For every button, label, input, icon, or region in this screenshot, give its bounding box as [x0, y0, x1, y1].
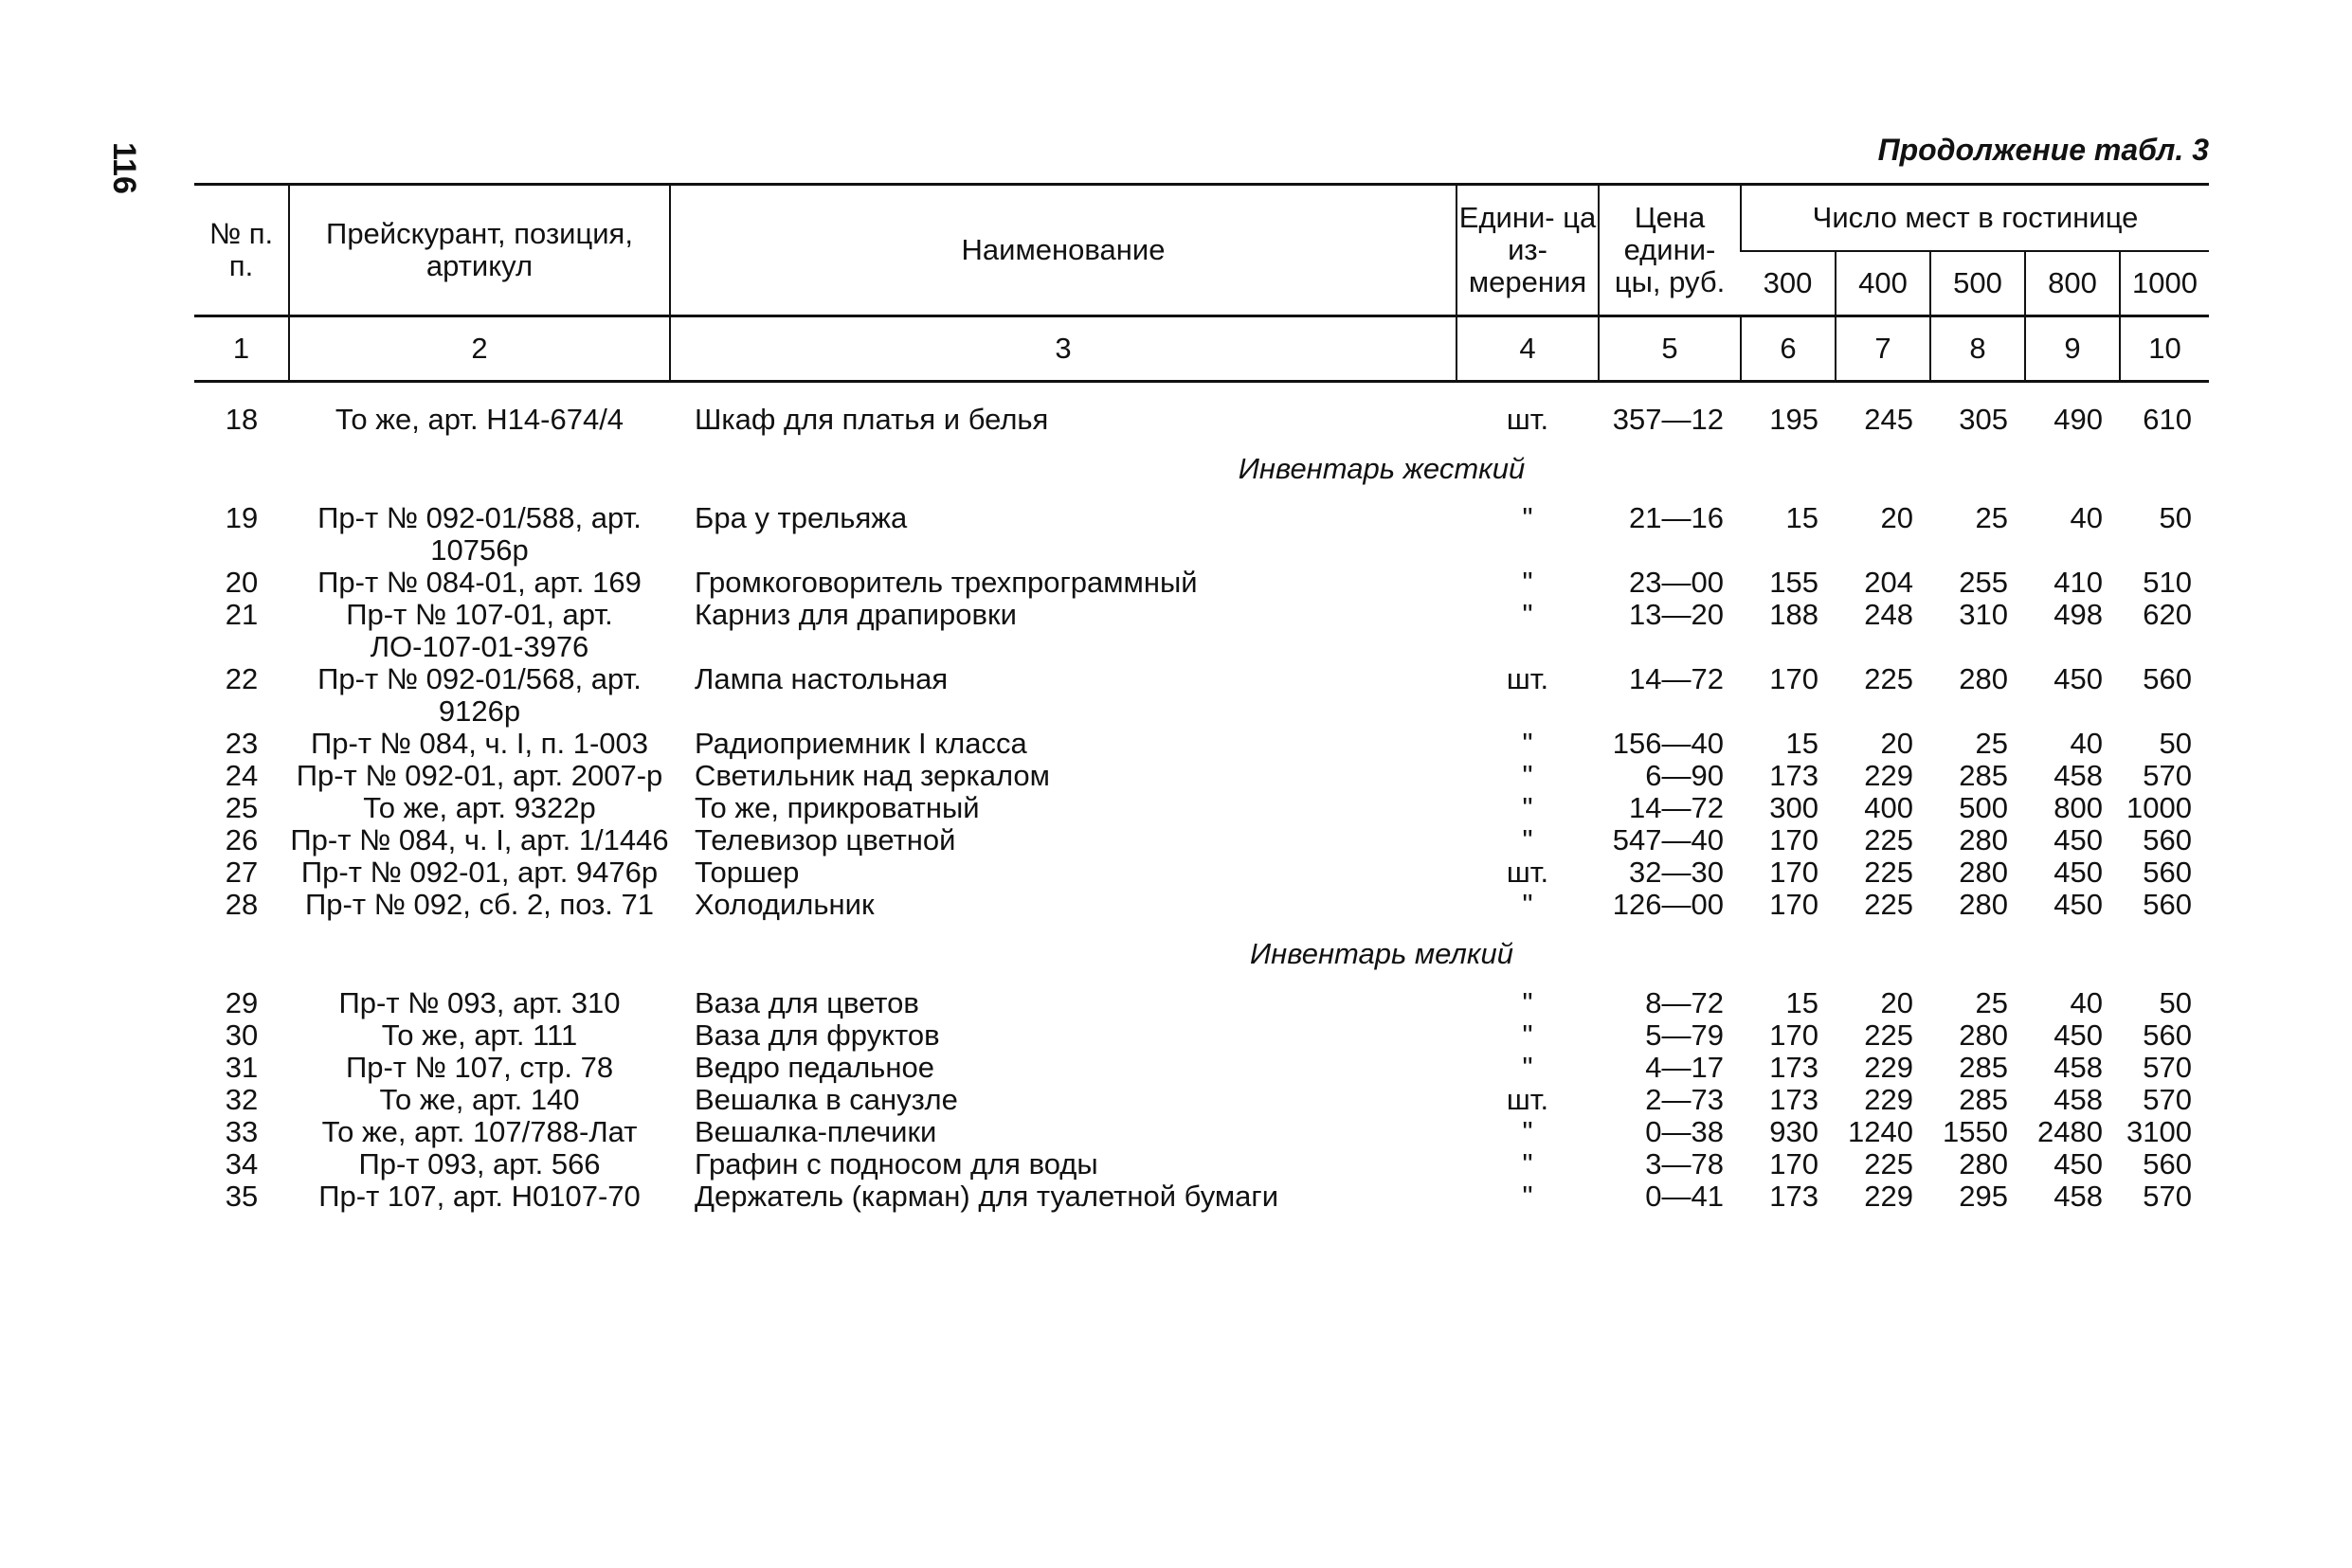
cell-qty-400: 245 — [1864, 403, 1913, 436]
cell-number: 31 — [225, 1051, 259, 1084]
column-number: 4 — [1456, 316, 1599, 382]
cell-qty-400: 229 — [1864, 1051, 1913, 1084]
cell-qty-400: 229 — [1864, 1180, 1913, 1213]
table-row — [194, 760, 2209, 792]
cell-number: 20 — [225, 566, 259, 599]
cell-qty-500: 285 — [1959, 1083, 2008, 1116]
table-row — [194, 404, 2209, 436]
column-number: 5 — [1599, 316, 1741, 382]
cell-qty-300: 173 — [1769, 759, 1818, 792]
cell-name: Ваза для фруктов — [695, 1018, 940, 1052]
cell-unit: " — [1522, 566, 1533, 599]
cell-unit: " — [1522, 823, 1533, 856]
cell-qty-300: 15 — [1785, 986, 1818, 1019]
cell-qty-800: 40 — [2070, 727, 2103, 760]
cell-number: 19 — [225, 501, 259, 534]
cell-price: 0—38 — [1645, 1115, 1724, 1148]
table-header — [194, 185, 2209, 382]
cell-qty-400: 225 — [1864, 823, 1913, 856]
column-number: 7 — [1836, 316, 1930, 382]
table-body-small-inventory — [194, 987, 2209, 1213]
cell-qty-300: 188 — [1769, 598, 1818, 631]
cell-qty-400: 229 — [1864, 1083, 1913, 1116]
cell-price-list: То же, арт. 140 — [379, 1083, 580, 1116]
cell-unit: " — [1522, 1051, 1533, 1084]
cell-price: 32—30 — [1629, 856, 1724, 889]
cell-qty-500: 295 — [1959, 1180, 2008, 1213]
table-row — [194, 987, 2209, 1019]
cell-qty-800: 2480 — [2037, 1115, 2103, 1148]
cell-price: 3—78 — [1645, 1147, 1724, 1181]
cell-qty-400: 20 — [1880, 986, 1913, 1019]
cell-qty-400: 225 — [1864, 1147, 1913, 1181]
cell-qty-500: 285 — [1959, 759, 2008, 792]
cell-qty-400: 204 — [1864, 566, 1913, 599]
cell-unit: " — [1522, 1018, 1533, 1052]
cell-number: 26 — [225, 823, 259, 856]
column-number: 10 — [2120, 316, 2209, 382]
cell-number: 21 — [225, 598, 259, 631]
cell-name: Бра у трельяжа — [695, 501, 908, 534]
cell-number: 33 — [225, 1115, 259, 1148]
cell-number: 18 — [225, 403, 259, 436]
cell-qty-1000: 50 — [2159, 986, 2192, 1019]
cell-qty-300: 930 — [1769, 1115, 1818, 1148]
table-row — [194, 1052, 2209, 1084]
cell-price-list: Пр-т № 092-01, арт. 9476р — [300, 856, 659, 889]
table-row — [194, 567, 2209, 599]
header-places-group: Число мест в гостинице — [1741, 185, 2209, 252]
cell-qty-500: 310 — [1959, 598, 2008, 631]
cell-price-list: То же, арт. 111 — [381, 1018, 578, 1052]
cell-qty-800: 458 — [2053, 1083, 2103, 1116]
cell-unit: " — [1522, 727, 1533, 760]
header-price-list: Прейскурант, позиция, артикул — [289, 185, 670, 316]
cell-qty-800: 498 — [2053, 598, 2103, 631]
page-number: 116 — [106, 142, 142, 194]
cell-qty-400: 229 — [1864, 759, 1913, 792]
cell-qty-500: 305 — [1959, 403, 2008, 436]
table-row — [194, 856, 2209, 889]
column-number: 8 — [1930, 316, 2025, 382]
cell-qty-1000: 510 — [2143, 566, 2192, 599]
section-heading-group — [194, 921, 2209, 987]
cell-qty-300: 300 — [1769, 791, 1818, 824]
section-heading — [194, 436, 2209, 502]
cell-price-list: Пр-т № 092-01, арт. 2007-р — [296, 759, 663, 792]
cell-unit: " — [1522, 1147, 1533, 1181]
header-name: Наименование — [670, 185, 1456, 316]
cell-number: 24 — [225, 759, 259, 792]
cell-qty-400: 225 — [1864, 856, 1913, 889]
cell-qty-500: 285 — [1959, 1051, 2008, 1084]
cell-name: Ваза для цветов — [695, 986, 919, 1019]
cell-qty-300: 170 — [1769, 856, 1818, 889]
table-row — [194, 599, 2209, 663]
cell-unit: " — [1522, 759, 1533, 792]
cell-unit: шт. — [1506, 403, 1549, 436]
cell-price: 0—41 — [1645, 1180, 1724, 1213]
cell-name: Холодильник — [695, 888, 875, 921]
table-row — [194, 663, 2209, 728]
cell-number: 23 — [225, 727, 259, 760]
cell-name: Радиоприемник I класса — [695, 727, 1027, 760]
cell-number: 29 — [225, 986, 259, 1019]
cell-number: 25 — [225, 791, 259, 824]
cell-qty-1000: 570 — [2143, 1083, 2192, 1116]
cell-price: 21—16 — [1629, 501, 1724, 534]
cell-number: 32 — [225, 1083, 259, 1116]
cell-qty-300: 173 — [1769, 1083, 1818, 1116]
cell-qty-800: 490 — [2053, 403, 2103, 436]
cell-unit: " — [1522, 986, 1533, 1019]
cell-qty-800: 410 — [2053, 566, 2103, 599]
section-heading — [194, 921, 2209, 987]
section-title: Инвентарь жесткий — [1238, 452, 1526, 485]
cell-price: 8—72 — [1645, 986, 1724, 1019]
cell-qty-800: 450 — [2053, 856, 2103, 889]
cell-qty-300: 170 — [1769, 1147, 1818, 1181]
table-row — [194, 889, 2209, 921]
cell-name: То же, прикроватный — [695, 791, 980, 824]
cell-price: 156—40 — [1612, 727, 1724, 760]
cell-unit: шт. — [1506, 856, 1549, 889]
cell-number: 27 — [225, 856, 259, 889]
cell-qty-800: 450 — [2053, 823, 2103, 856]
inventory-table — [194, 183, 2209, 1213]
table-body — [194, 382, 2209, 503]
cell-price: 14—72 — [1629, 662, 1724, 695]
cell-unit: " — [1522, 1180, 1533, 1213]
cell-price-list: То же, арт. Н14-674/4 — [335, 403, 624, 436]
cell-price-list: Пр-т № 093, арт. 310 — [338, 986, 621, 1019]
cell-qty-1000: 610 — [2143, 403, 2192, 436]
cell-unit: " — [1522, 791, 1533, 824]
cell-qty-300: 170 — [1769, 888, 1818, 921]
column-number: 1 — [194, 316, 289, 382]
column-number: 2 — [289, 316, 670, 382]
column-number: 6 — [1741, 316, 1836, 382]
table-row — [194, 502, 2209, 567]
cell-qty-400: 400 — [1864, 791, 1913, 824]
cell-qty-1000: 3100 — [2126, 1115, 2192, 1148]
cell-qty-1000: 560 — [2143, 1018, 2192, 1052]
table-row — [194, 1019, 2209, 1052]
cell-qty-300: 170 — [1769, 1018, 1818, 1052]
column-numbers-row — [194, 316, 2209, 382]
cell-name: Лампа настольная — [695, 662, 949, 695]
cell-name: Графин с подносом для воды — [695, 1147, 1098, 1181]
cell-qty-1000: 560 — [2143, 856, 2192, 889]
cell-qty-500: 280 — [1959, 1147, 2008, 1181]
header-number: № п. п. — [194, 185, 289, 316]
cell-qty-400: 20 — [1880, 501, 1913, 534]
table-row — [194, 728, 2209, 760]
cell-unit: " — [1522, 598, 1533, 631]
cell-number: 35 — [225, 1180, 259, 1213]
cell-qty-1000: 570 — [2143, 759, 2192, 792]
cell-price-list: Пр-т № 084, ч. I, п. 1-003 — [311, 727, 648, 760]
cell-qty-500: 280 — [1959, 662, 2008, 695]
cell-qty-500: 500 — [1959, 791, 2008, 824]
cell-qty-500: 280 — [1959, 856, 2008, 889]
cell-name: Светильник над зеркалом — [695, 759, 1050, 792]
cell-qty-400: 225 — [1864, 1018, 1913, 1052]
table-caption: Продолжение табл. 3 — [1877, 133, 2209, 167]
cell-qty-300: 173 — [1769, 1051, 1818, 1084]
table-row — [194, 792, 2209, 824]
header-unit: Едини- ца из- мерения — [1456, 185, 1599, 316]
cell-qty-400: 225 — [1864, 888, 1913, 921]
cell-qty-1000: 560 — [2143, 662, 2192, 695]
cell-price: 126—00 — [1612, 888, 1724, 921]
cell-unit: " — [1522, 501, 1533, 534]
cell-price: 6—90 — [1645, 759, 1724, 792]
cell-name: Вешалка-плечики — [695, 1115, 937, 1148]
cell-price-list: Пр-т № 084, ч. I, арт. 1/1446 — [290, 823, 669, 856]
cell-qty-800: 450 — [2053, 662, 2103, 695]
cell-qty-500: 280 — [1959, 823, 2008, 856]
cell-qty-800: 458 — [2053, 1051, 2103, 1084]
cell-qty-300: 170 — [1769, 662, 1818, 695]
header-places-800: 800 — [2025, 251, 2120, 316]
cell-price: 23—00 — [1629, 566, 1724, 599]
cell-name: Шкаф для платья и белья — [695, 403, 1049, 436]
cell-qty-800: 450 — [2053, 888, 2103, 921]
cell-qty-1000: 560 — [2143, 823, 2192, 856]
cell-unit: шт. — [1506, 662, 1549, 695]
cell-qty-1000: 620 — [2143, 598, 2192, 631]
cell-qty-1000: 560 — [2143, 888, 2192, 921]
cell-number: 34 — [225, 1147, 259, 1181]
cell-price-list: Пр-т № 107-01, арт. ЛО-107-01-3976 — [346, 598, 613, 663]
header-price: Цена едини- цы, руб. — [1599, 185, 1741, 316]
cell-qty-400: 1240 — [1848, 1115, 1913, 1148]
cell-qty-300: 15 — [1785, 727, 1818, 760]
cell-qty-800: 450 — [2053, 1147, 2103, 1181]
cell-qty-500: 280 — [1959, 888, 2008, 921]
cell-qty-300: 155 — [1769, 566, 1818, 599]
cell-qty-1000: 50 — [2159, 727, 2192, 760]
cell-number: 30 — [225, 1018, 259, 1052]
cell-price: 5—79 — [1645, 1018, 1724, 1052]
cell-name: Громкоговоритель трехпрограммный — [695, 566, 1198, 599]
cell-price-list: Пр-т 093, арт. 566 — [358, 1147, 601, 1181]
cell-qty-500: 1550 — [1943, 1115, 2008, 1148]
table-row — [194, 1148, 2209, 1181]
cell-qty-1000: 570 — [2143, 1180, 2192, 1213]
cell-qty-500: 255 — [1959, 566, 2008, 599]
cell-price-list: То же, арт. 9322р — [363, 791, 596, 824]
cell-unit: " — [1522, 1115, 1533, 1148]
cell-qty-400: 20 — [1880, 727, 1913, 760]
column-number: 3 — [670, 316, 1456, 382]
cell-price-list: Пр-т № 107, стр. 78 — [345, 1051, 614, 1084]
header-places-500: 500 — [1930, 251, 2025, 316]
cell-unit: шт. — [1506, 1083, 1549, 1116]
cell-price-list: То же, арт. 107/788-Лат — [321, 1115, 638, 1148]
cell-number: 28 — [225, 888, 259, 921]
cell-qty-800: 40 — [2070, 986, 2103, 1019]
cell-qty-800: 800 — [2053, 791, 2103, 824]
cell-qty-300: 170 — [1769, 823, 1818, 856]
cell-name: Держатель (карман) для туалетной бумаги — [695, 1180, 1279, 1213]
cell-qty-800: 450 — [2053, 1018, 2103, 1052]
cell-name: Карниз для драпировки — [695, 598, 1017, 631]
cell-qty-800: 458 — [2053, 1180, 2103, 1213]
cell-qty-1000: 50 — [2159, 501, 2192, 534]
cell-price-list: Пр-т 107, арт. Н0107-70 — [318, 1180, 641, 1213]
cell-qty-800: 40 — [2070, 501, 2103, 534]
cell-price: 14—72 — [1629, 791, 1724, 824]
table-body-hard-inventory — [194, 502, 2209, 921]
cell-qty-500: 280 — [1959, 1018, 2008, 1052]
cell-unit: " — [1522, 888, 1533, 921]
cell-qty-400: 225 — [1864, 662, 1913, 695]
cell-number: 22 — [225, 662, 259, 695]
cell-price: 4—17 — [1645, 1051, 1724, 1084]
cell-price-list: Пр-т № 092, сб. 2, поз. 71 — [304, 888, 655, 921]
cell-price: 357—12 — [1612, 403, 1724, 436]
header-places-300: 300 — [1741, 251, 1836, 316]
cell-qty-300: 173 — [1769, 1180, 1818, 1213]
cell-qty-400: 248 — [1864, 598, 1913, 631]
header-places-400: 400 — [1836, 251, 1930, 316]
cell-price: 2—73 — [1645, 1083, 1724, 1116]
cell-name: Ведро педальное — [695, 1051, 934, 1084]
column-number: 9 — [2025, 316, 2120, 382]
cell-price-list: Пр-т № 092-01/588, арт. 10756р — [317, 501, 642, 567]
cell-price: 547—40 — [1612, 823, 1724, 856]
cell-price-list: Пр-т № 092-01/568, арт. 9126р — [317, 662, 642, 728]
table-row — [194, 1084, 2209, 1116]
table-row — [194, 824, 2209, 856]
cell-name: Вешалка в санузле — [695, 1083, 958, 1116]
section-title: Инвентарь мелкий — [1250, 937, 1513, 970]
cell-qty-800: 458 — [2053, 759, 2103, 792]
cell-qty-500: 25 — [1975, 986, 2008, 1019]
cell-price: 13—20 — [1629, 598, 1724, 631]
table-row — [194, 1116, 2209, 1148]
cell-price-list: Пр-т № 084-01, арт. 169 — [317, 566, 642, 599]
cell-qty-1000: 560 — [2143, 1147, 2192, 1181]
header-places-1000: 1000 — [2120, 251, 2209, 316]
cell-qty-1000: 1000 — [2126, 791, 2192, 824]
cell-qty-300: 195 — [1769, 403, 1818, 436]
cell-qty-500: 25 — [1975, 501, 2008, 534]
cell-name: Торшер — [695, 856, 800, 889]
cell-name: Телевизор цветной — [695, 823, 956, 856]
table-row — [194, 1181, 2209, 1213]
cell-qty-300: 15 — [1785, 501, 1818, 534]
cell-qty-500: 25 — [1975, 727, 2008, 760]
cell-qty-1000: 570 — [2143, 1051, 2192, 1084]
